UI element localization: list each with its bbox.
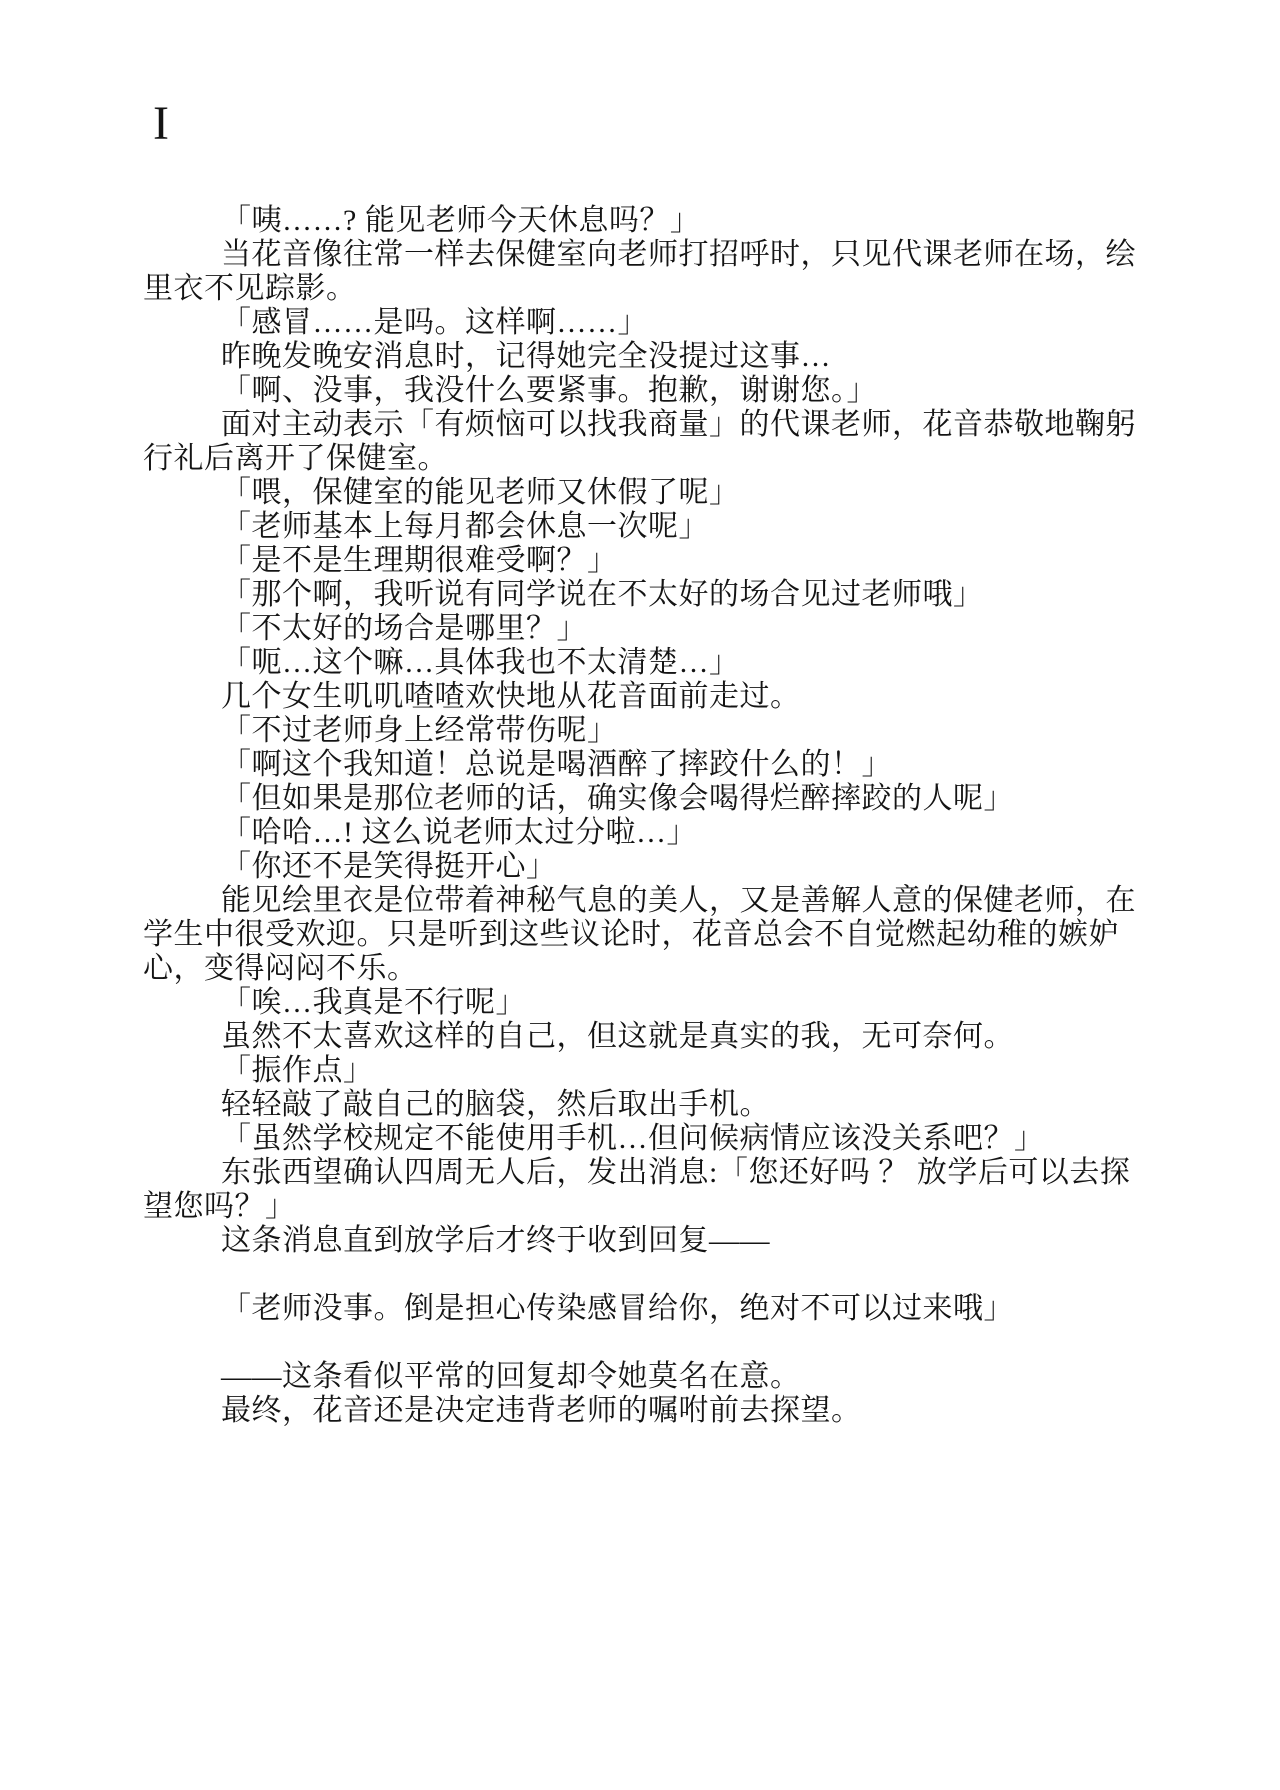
paragraph: 几个女生叽叽喳喳欢快地从花音面前走过。	[221, 680, 801, 713]
paragraph: 虽然不太喜欢这样的自己，但这就是真实的我，无可奈何。	[221, 1020, 1014, 1053]
paragraph: 「哈哈…! 这么说老师太过分啦…」	[221, 816, 697, 849]
paragraph: 「但如果是那位老师的话，确实像会喝得烂醉摔跤的人呢」	[221, 782, 1014, 815]
paragraph: 「不太好的场合是哪里？」	[221, 612, 587, 645]
paragraph: 「振作点」	[221, 1054, 374, 1087]
paragraph: 「呃…这个嘛…具体我也不太清楚…」	[221, 646, 740, 679]
paragraph: 「虽然学校规定不能使用手机…但问候病情应该没关系吧？」	[221, 1122, 1045, 1155]
section-heading: I	[153, 97, 169, 150]
paragraph: 「唉…我真是不行呢」	[221, 986, 526, 1019]
paragraph: 「那个啊，我听说有同学说在不太好的场合见过老师哦」	[221, 578, 984, 611]
paragraph: 这条消息直到放学后才终于收到回复——	[221, 1224, 770, 1257]
page-body	[143, 204, 1155, 1428]
paragraph: 能见绘里衣是位带着神秘气息的美人，又是善解人意的保健老师，在学生中很受欢迎。只是听到这些议论时，花音总会不自觉燃起幼稚的嫉妒心，变得闷闷不乐。	[143, 884, 1136, 985]
paragraph: 最终，花音还是决定违背老师的嘱咐前去探望。	[221, 1394, 862, 1427]
paragraph: 轻轻敲了敲自己的脑袋，然后取出手机。	[221, 1088, 770, 1121]
paragraph: 「啊、没事，我没什么要紧事。抱歉，谢谢您。」	[221, 374, 877, 407]
paragraph: 「喂，保健室的能见老师又休假了呢」	[221, 476, 740, 509]
paragraph: 「你还不是笑得挺开心」	[221, 850, 557, 883]
paragraph: 东张西望确认四周无人后，发出消息:「您还好吗 ？ 放学后可以去探望您吗？」	[143, 1156, 1131, 1223]
paragraph: 「老师基本上每月都会休息一次呢」	[221, 510, 709, 543]
blank-line	[143, 1326, 1155, 1360]
paragraph: 「感冒……是吗。这样啊……」	[221, 306, 648, 339]
paragraph: 昨晚发晚安消息时，记得她完全没提过这事…	[221, 340, 831, 373]
paragraph: 面对主动表示「有烦恼可以找我商量」的代课老师，花音恭敬地鞠躬行礼后离开了保健室。	[143, 408, 1136, 475]
blank-line	[143, 1258, 1155, 1292]
paragraph: 当花音像往常一样去保健室向老师打招呼时，只见代课老师在场，绘里衣不见踪影。	[143, 238, 1136, 305]
paragraph: 「老师没事。倒是担心传染感冒给你，绝对不可以过来哦」	[221, 1292, 1014, 1325]
paragraph: 「啊这个我知道！总说是喝酒醉了摔跤什么的！」	[221, 748, 892, 781]
paragraph: 「不过老师身上经常带伤呢」	[221, 714, 618, 747]
paragraph: 「咦……? 能见老师今天休息吗？」	[221, 204, 701, 237]
paragraph: 「是不是生理期很难受啊？」	[221, 544, 618, 577]
paragraph: ——这条看似平常的回复却令她莫名在意。	[221, 1360, 801, 1393]
